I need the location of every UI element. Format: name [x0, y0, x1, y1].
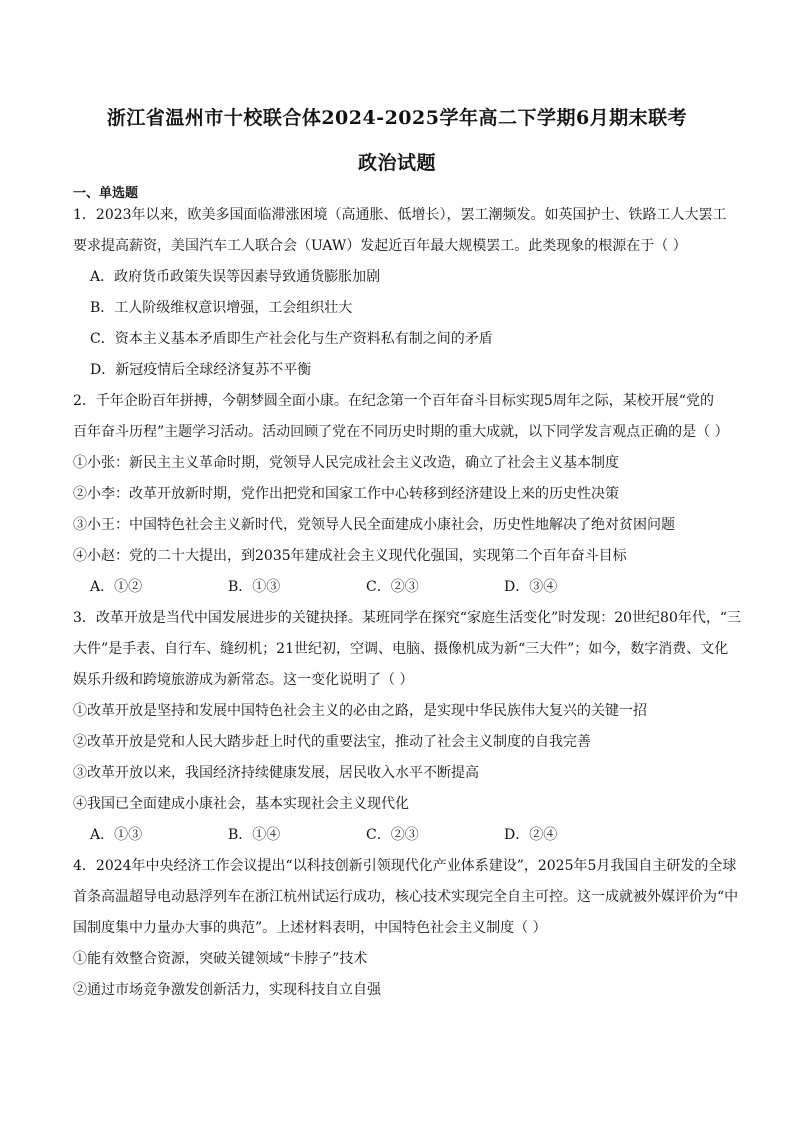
statement-3: ③小王：中国特色社会主义新时代，党领导人民全面建成小康社会，历史性地解决了绝对贫困问题 — [73, 517, 675, 533]
question-1 — [73, 200, 727, 386]
option-a: A．政府货币政策失误等因素导致通货膨胀加剧 — [90, 269, 381, 285]
exam-title: 浙江省温州市十校联合体2024-2025学年高二下学期6月期末联考 — [106, 107, 688, 129]
choice-a: A．①② — [90, 579, 143, 595]
statement-1: ①改革开放是坚持和发展中国特色社会主义的必由之路，是实现中华民族伟大复兴的关键一招 — [73, 703, 647, 719]
question-2 — [73, 386, 729, 603]
answer-choices — [73, 572, 723, 603]
choice-b: B．①④ — [228, 827, 281, 843]
question-4 — [73, 851, 739, 1006]
statement-2: ②小李：改革开放新时期，党作出把党和国家工作中心转移到经济建设上来的历史性决策 — [73, 486, 619, 502]
statement-4: ④小赵：党的二十大提出，到2035年建成社会主义现代化强国，实现第二个百年奋斗目标 — [73, 548, 627, 564]
question-stem-line: 大件”是手表、自行车、缝纫机；21世纪初，空调、电脑、摄像机成为新“三大件”；如今，数字消费、文化 — [73, 641, 729, 657]
question-stem-line: 娱乐升级和跨境旅游成为新常态。这一变化说明了（ ） — [73, 672, 414, 688]
choice-a: A．①③ — [90, 827, 143, 843]
choice-c: C．②③ — [366, 827, 419, 843]
option-c: C．资本主义基本矛盾即生产社会化与生产资料私有制之间的矛盾 — [90, 331, 493, 347]
question-stem-line: 百年奋斗历程”主题学习活动。活动回顾了党在不同历史时期的重大成就，以下同学发言观点正确的是（ ） — [73, 424, 729, 440]
question-stem-line: 要求提高薪资，美国汽车工人联合会（UAW）发起近百年最大规模罢工。此类现象的根源在于（ ） — [73, 238, 687, 254]
question-stem-line: 国制度集中力量办大事的典范”。上述材料表明，中国特色社会主义制度（ ） — [73, 920, 547, 936]
statement-3: ③改革开放以来，我国经济持续健康发展，居民收入水平不断提高 — [73, 765, 479, 781]
statement-1: ①能有效整合资源，突破关键领域“卡脖子”技术 — [73, 951, 368, 967]
option-d: D．新冠疫情后全球经济复苏不平衡 — [90, 362, 312, 378]
statement-2: ②改革开放是党和人民大踏步赶上时代的重要法宝，推动了社会主义制度的自我完善 — [73, 734, 591, 750]
question-stem-line: 2．千年企盼百年拼搏，今朝梦圆全面小康。在纪念第一个百年奋斗目标实现5周年之际，某校开展“党的 — [73, 393, 714, 409]
question-list — [73, 200, 742, 1006]
choice-b: B．①③ — [228, 579, 281, 595]
answer-choices — [73, 820, 723, 851]
choice-c: C．②③ — [366, 579, 419, 595]
question-stem-line: 3．改革开放是当代中国发展进步的关键抉择。某班同学在探究“家庭生活变化”时发现：20世纪80年代，“三 — [73, 610, 742, 626]
statement-1: ①小张：新民主主义革命时期，党领导人民完成社会主义改造，确立了社会主义基本制度 — [73, 455, 619, 471]
question-3 — [73, 603, 742, 851]
option-b: B．工人阶级维权意识增强，工会组织壮大 — [90, 300, 353, 316]
section-heading: 一、单选题 — [73, 186, 139, 201]
question-stem-line: 4．2024年中央经济工作会议提出“以科技创新引领现代化产业体系建设”，2025年5月我国自主研发的全球 — [73, 858, 737, 874]
choice-d: D．②④ — [504, 827, 558, 843]
question-stem-line: 1．2023年以来，欧美多国面临滞涨困境（高通胀、低增长），罢工潮频发。如英国护士、铁路工人大罢工 — [73, 207, 727, 223]
exam-subject-title: 政治试题 — [357, 152, 436, 174]
choice-d: D．③④ — [504, 579, 558, 595]
statement-4: ④我国已全面建成小康社会，基本实现社会主义现代化 — [73, 796, 409, 812]
statement-2: ②通过市场竞争激发创新活力，实现科技自立自强 — [73, 982, 381, 998]
question-stem-line: 首条高温超导电动悬浮列车在浙江杭州试运行成功，核心技术实现完全自主可控。这一成就被外媒评价为“中 — [73, 889, 739, 905]
